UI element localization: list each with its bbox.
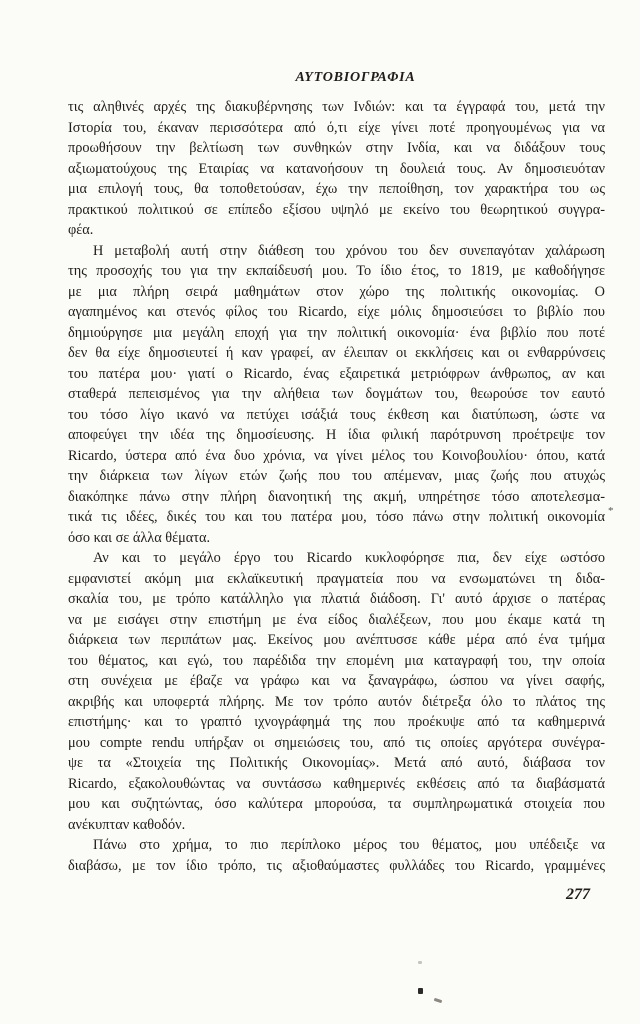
text-line: με μια πλήρη σειρά μαθημάτων στον χώρο της πολιτικής οικονομίας. Ο bbox=[68, 283, 605, 300]
print-speck bbox=[434, 998, 443, 1003]
text-line: διάρκεια των περιπάτων μας. Εκείνος μου ανέπτυσσε κάθε μέρα από ένα τμήμα bbox=[68, 632, 605, 648]
text-line: στη συνέχεια με έβαζε να γράφω και να ξαναγράφω, ώσπου να γίνει σαφής, bbox=[68, 673, 605, 689]
text-line: Ιστορία του, έκαναν περισσότερα από ό,τι είχε γίνει ποτέ προηγουμένως για να bbox=[68, 119, 605, 136]
text-line: δημιούργησε μια μεγάλη εποχή για την πολιτική οικονομία· ένα βιβλίο που ποτέ bbox=[68, 324, 605, 341]
text-line: ακριβής και υποφερτά πλήρης. Με τον τρόπο αυτόν διέτρεξα όλο το πλάτος της bbox=[68, 693, 605, 710]
text-line: αξιωματούχους της Εταιρίας να κατανοήσουν τη δουλειά τους. Αν δημοσιευόταν bbox=[68, 160, 605, 177]
text-line: επιστήμης· και το γραπτό ιχνογράφημά της που προέκυψε από τα καθημερινά bbox=[68, 714, 605, 730]
text-line: Αν και το μεγάλο έργο του Ricardo κυκλοφόρησε πια, δεν είχε ωστόσο bbox=[93, 550, 605, 566]
text-line: τικά τις ιδέες, δικές του και του πατέρα μου, τόσο πάνω στην πολιτική οικονομία bbox=[68, 509, 605, 525]
text-line: αγαπημένος και στενός φίλος του Ricardo, είχε μόλις δημοσιεύσει το βιβλίο που bbox=[68, 304, 605, 320]
text-line: ψε τα «Στοιχεία της Πολιτικής Οικονομίας». Μετά από αυτό, διάβασα τον bbox=[68, 755, 605, 771]
text-line: Πάνω στο χρήμα, το πιο περίπλοκο μέρος του θέματος, μου υπέδειξε να bbox=[93, 837, 605, 853]
text-line: του θέματος, και εγώ, του παρέδιδα την επομένη μια καταγραφή του, την οποία bbox=[68, 652, 605, 669]
print-speck bbox=[418, 988, 423, 994]
running-header: ΑΥΤΟΒΙΟΓΡΑΦΙΑ bbox=[295, 70, 416, 85]
text-line: δεν θα είχε δημοσιευτεί ή καν γραφεί, αν έλειπαν οι εκκλήσεις και οι ενθαρρύνσεις bbox=[68, 345, 605, 361]
text-line: Η μεταβολή αυτή στην διάθεση του χρόνου του δεν συνεπαγόταν χαλάρωση bbox=[93, 242, 605, 259]
text-line: προωθήσουν την βελτίωση των συνθηκών στην Ινδία, και να διδάξουν τους bbox=[68, 140, 605, 156]
text-line: μια επιλογή τους, θα τοποθετούσαν, έχω την πεποίθηση, τον χαρακτήρα του ως bbox=[68, 181, 605, 197]
text-line: μου και συζητώντας, όσο καλύτερα μπορούσα, τα συμπληρωματικά στοιχεία που bbox=[68, 796, 605, 812]
text-line: μου compte rendu υπήρξαν οι σημειώσεις του, από τις οποίες αργότερα συνέγρα- bbox=[68, 734, 605, 751]
text-line: ανέκυπταν καθοδόν. bbox=[68, 816, 186, 833]
text-line: σκαλία του, με τρόπο κατάλληλο για πλατιά διάδοση. Γι' αυτό άρχισε ο πατέρας bbox=[68, 591, 605, 607]
text-line: σταθερά πεπεισμένος για την αλήθεια των δογμάτων του, θεωρούσε τον εαυτό bbox=[68, 386, 605, 402]
footnote-asterisk: * bbox=[608, 505, 614, 517]
text-line: του πατέρα μου· γιατί ο Ricardo, ένας εξαιρετικά μετριόφρων άνθρωπος, αν και bbox=[68, 365, 605, 382]
page-body bbox=[68, 97, 605, 876]
text-line: να με εισάγει στην επιστήμη με ένα είδος διαλέξεων, που μου έκαμε κατά τη bbox=[68, 611, 605, 628]
text-line: αποφεύγει την ιδέα της δημοσίευσης. Η ίδια φιλική παρότρυνση προέτρεψε τον bbox=[68, 427, 605, 443]
page-number: 277 bbox=[566, 886, 590, 903]
text-line: διακόπηκε πάνω στην πλήρη διανοητική της ακμή, υπηρέτησε τόσο αποτελεσμα- bbox=[68, 488, 605, 505]
text-line: όσο και σε άλλα θέματα. bbox=[68, 529, 211, 546]
text-line: Ricardo, ύστερα από ένα δυο χρόνια, να γίνει μέλος του Κοινοβουλίου· όπου, κατά bbox=[68, 447, 605, 464]
text-line: της προσοχής του για την εκπαίδευσή μου. Το ίδιο έτος, το 1819, με καθοδήγησε bbox=[68, 263, 605, 279]
text-line: πρακτικού πολιτικού σε επίπεδο εξίσου υψηλό με εκείνο του θεωρητικού συγγρα- bbox=[68, 201, 605, 218]
text-line: την διάρκεια των λίγων ετών ζωής που του απέμεναν, μιας ζωής που ατυχώς bbox=[68, 468, 605, 484]
text-line: Ricardo, εξακολουθώντας να συντάσσω καθημερινές εκθέσεις από τα διαβάσματά bbox=[68, 775, 605, 792]
text-line: του τόσο λίγο ικανό να πετύχει ισάξιά τους έκθεση και διατύπωση, ώστε να bbox=[68, 406, 605, 423]
text-line: διαβάσω, με τον ίδιο τρόπο, τις αξιοθαύμαστες φυλλάδες του Ricardo, γραμμένες bbox=[68, 857, 605, 874]
text-line: φέα. bbox=[68, 222, 94, 238]
text-line: τις αληθινές αρχές της διακυβέρνησης των Ινδιών: και τα έγγραφά του, μετά την bbox=[68, 99, 605, 115]
print-speck bbox=[418, 961, 422, 964]
text-line: εμφανιστεί ακόμη μια εκλαϊκευτική πραγματεία που να ενσωματώνει τη διδα- bbox=[68, 570, 605, 587]
